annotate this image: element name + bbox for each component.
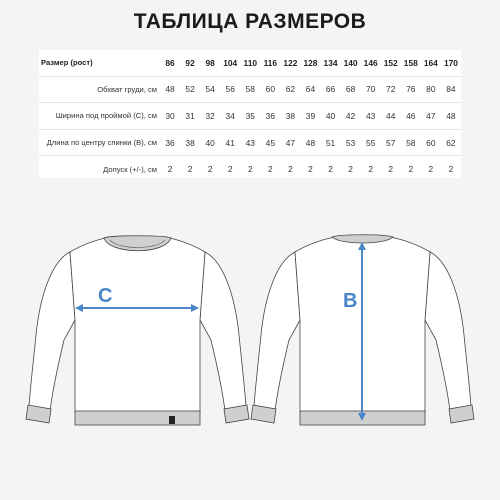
size-table-grid (39, 50, 461, 182)
table-cell: 38 (280, 103, 300, 130)
table-cell: 2 (187, 164, 193, 175)
table-cell: 42 (341, 103, 361, 130)
table-cell: 2 (207, 164, 213, 175)
back-right-sleeve (425, 252, 471, 411)
row-label: Допуск (+/-), см (103, 164, 157, 174)
table-cell: 46 (401, 103, 421, 130)
table-cell: 52 (180, 76, 200, 103)
table-cell: 48 (441, 103, 461, 130)
table-cell: 58 (240, 76, 260, 103)
back-left-sleeve (254, 252, 300, 411)
size-header-cell: 92 (180, 50, 200, 76)
table-cell: 68 (341, 76, 361, 103)
table-cell: 43 (240, 129, 260, 156)
table-cell: 45 (260, 129, 280, 156)
table-cell: 32 (200, 103, 220, 130)
back-sweatshirt (251, 235, 474, 425)
front-right-sleeve (200, 252, 246, 411)
size-header-cell: 110 (240, 50, 260, 76)
page-title: ТАБЛИЦА РАЗМЕРОВ (133, 10, 367, 33)
table-row (39, 103, 461, 130)
table-cell: 66 (321, 76, 341, 103)
table-cell: 2 (268, 164, 273, 175)
table-cell: 55 (361, 129, 381, 156)
table-cell: 2 (308, 164, 313, 175)
table-cell: 80 (421, 76, 441, 103)
size-header-cell: 164 (421, 50, 441, 76)
table-row (39, 156, 461, 182)
table-cell: 62 (441, 129, 461, 156)
table-cell: 2 (227, 164, 233, 175)
table-cell: 60 (421, 129, 441, 156)
size-header-cell: 98 (200, 50, 220, 76)
row-label: Длина по центру спинки (В), см (39, 129, 160, 156)
size-header-cell: 104 (220, 50, 240, 76)
size-header-cell: 140 (341, 50, 361, 76)
table-cell: 36 (160, 129, 180, 156)
table-row (39, 76, 461, 103)
table-cell: 47 (421, 103, 441, 130)
table-cell: 47 (280, 129, 300, 156)
size-table-header-row (39, 50, 461, 76)
table-cell: 2 (368, 164, 373, 175)
sweatshirt-illustrations (0, 225, 500, 445)
table-cell: 62 (280, 76, 300, 103)
table-cell: 41 (220, 129, 240, 156)
size-header-cell: 146 (361, 50, 381, 76)
table-cell: 30 (160, 103, 180, 130)
table-cell: 40 (321, 103, 341, 130)
front-label-c: C (98, 285, 113, 307)
table-cell: 48 (300, 129, 320, 156)
table-cell: 54 (200, 76, 220, 103)
table-cell: 2 (167, 164, 173, 175)
table-cell: 72 (381, 76, 401, 103)
table-cell: 84 (441, 76, 461, 103)
table-cell: 31 (180, 103, 200, 130)
size-header-cell: 128 (300, 50, 320, 76)
row-label: Ширина под проймой (С), см (39, 103, 160, 130)
table-cell: 43 (361, 103, 381, 130)
table-cell: 2 (247, 164, 253, 175)
row-label: Обхват груди, см (39, 76, 160, 103)
front-body (70, 237, 205, 413)
size-header-cell: 158 (401, 50, 421, 76)
front-sweatshirt (26, 236, 249, 425)
table-cell: 76 (401, 76, 421, 103)
table-cell: 2 (428, 164, 434, 175)
table-cell: 58 (401, 129, 421, 156)
table-cell: 2 (388, 164, 394, 175)
table-cell: 2 (328, 164, 333, 175)
table-cell: 70 (361, 76, 381, 103)
table-cell: 2 (448, 164, 454, 175)
table-cell: 44 (381, 103, 401, 130)
table-cell: 48 (160, 76, 180, 103)
size-table (39, 50, 461, 178)
front-tag (169, 416, 175, 424)
table-cell: 40 (200, 129, 220, 156)
size-header-cell: 170 (441, 50, 461, 76)
table-cell: 57 (381, 129, 401, 156)
size-header-cell: 122 (280, 50, 300, 76)
table-cell: 35 (240, 103, 260, 130)
sweatshirt-svg (0, 225, 500, 445)
table-cell: 60 (260, 76, 280, 103)
table-cell: 39 (300, 103, 320, 130)
table-cell: 2 (288, 164, 293, 175)
table-cell: 51 (321, 129, 341, 156)
size-header-cell: 152 (381, 50, 401, 76)
header-label: Размер (рост) (39, 50, 160, 76)
size-header-cell: 134 (321, 50, 341, 76)
table-cell: 38 (180, 129, 200, 156)
back-label-b: B (343, 290, 358, 312)
table-cell: 53 (341, 129, 361, 156)
table-row (39, 129, 461, 156)
table-cell: 36 (260, 103, 280, 130)
table-cell: 2 (408, 164, 414, 175)
size-header-cell: 116 (260, 50, 280, 76)
front-left-sleeve (29, 252, 75, 411)
table-cell: 64 (300, 76, 320, 103)
table-cell: 56 (220, 76, 240, 103)
table-cell: 2 (348, 164, 353, 175)
front-hem (75, 411, 200, 425)
size-header-cell: 86 (160, 50, 180, 76)
table-cell: 34 (220, 103, 240, 130)
